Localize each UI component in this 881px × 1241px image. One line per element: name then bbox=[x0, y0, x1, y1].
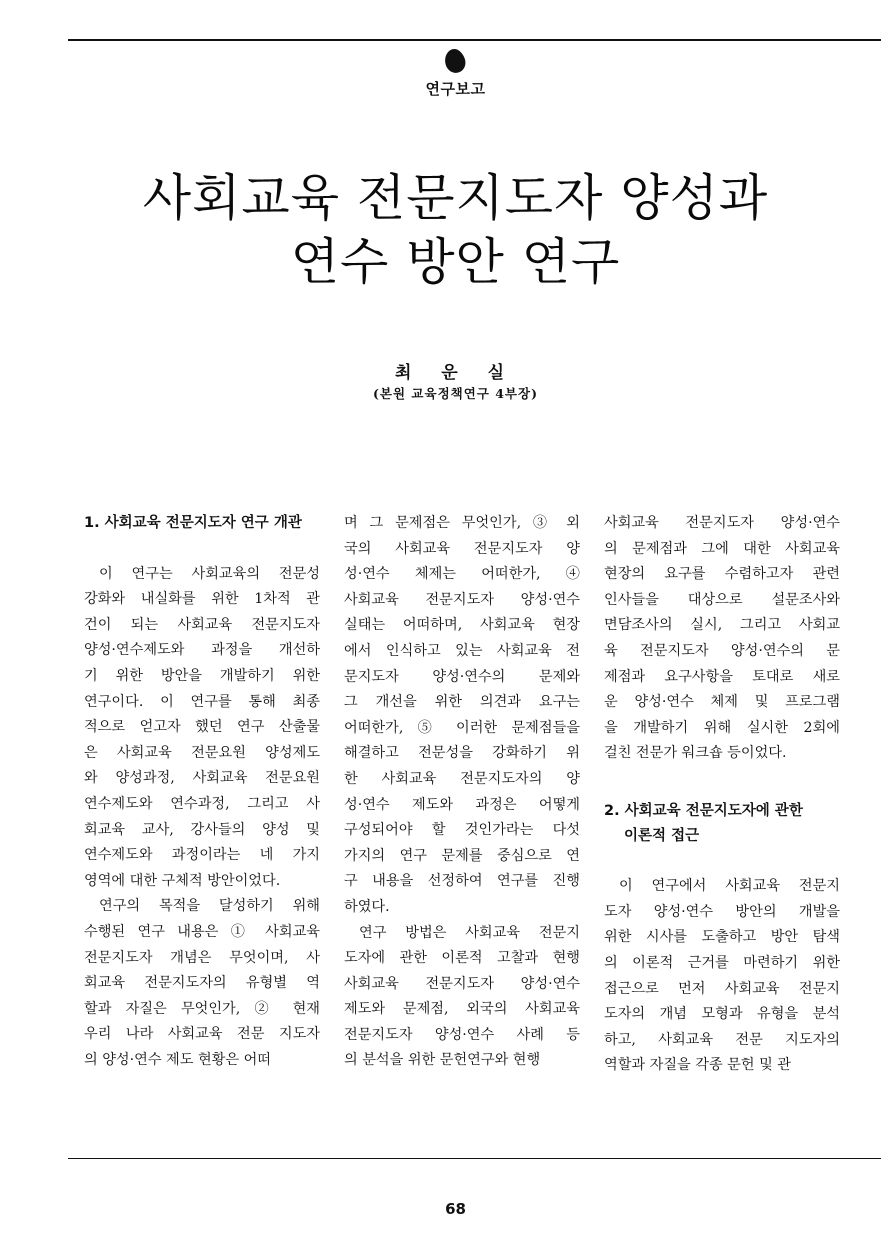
article-title-line-2: 연수 방안 연구 bbox=[290, 233, 621, 291]
section-bullet-icon bbox=[442, 46, 468, 75]
section-heading-2-continued: 이론적 접근 bbox=[624, 827, 700, 844]
text-line: 걸친 전문가 워크숍 등이었다. bbox=[604, 745, 787, 762]
text-line: 도자에 관한 이론적 고찰과 현행 bbox=[344, 950, 580, 967]
text-line: 어떠한가, ⑤ 이러한 문제점들을 bbox=[344, 719, 580, 736]
text-line: 전문지도자 개념은 무엇이며, 사 bbox=[84, 949, 320, 966]
text-line: 의 문제점과 그에 대한 사회교육 bbox=[604, 540, 840, 557]
text-line: 제점과 요구사항을 토대로 새로 bbox=[604, 668, 840, 685]
text-column-2 bbox=[344, 511, 580, 1074]
text-line: 와 양성과정, 사회교육 전문요원 bbox=[84, 770, 320, 787]
text-line: 을 개발하기 위해 실시한 2회에 bbox=[604, 719, 840, 736]
text-line: 우리 나라 사회교육 전문 지도자 bbox=[84, 1026, 320, 1043]
text-line: 이 연구는 사회교육의 전문성 bbox=[99, 565, 320, 582]
text-line: 성·연수 제도와 과정은 어떻게 bbox=[344, 796, 580, 813]
text-line: 사회교육 전문지도자 양성·연수 bbox=[344, 975, 580, 992]
text-line: 적으로 얻고자 했던 연구 산출물 bbox=[84, 719, 320, 736]
text-line: 실태는 어떠하며, 사회교육 현장 bbox=[344, 617, 580, 634]
text-line: 해결하고 전문성을 강화하기 위 bbox=[344, 745, 580, 762]
paragraph bbox=[604, 874, 840, 1079]
text-line: 건이 되는 사회교육 전문지도자 bbox=[84, 616, 320, 633]
text-line: 연구이다. 이 연구를 통해 최종 bbox=[84, 693, 320, 710]
text-line: 가지의 연구 문제를 중심으로 연 bbox=[344, 847, 580, 864]
text-line: 문지도자 양성·연수의 문제와 bbox=[344, 668, 580, 685]
text-line: 연수제도와 과정이라는 네 가지 bbox=[84, 847, 320, 864]
text-line: 구 내용을 선정하여 연구를 진행 bbox=[344, 873, 580, 890]
author-affiliation: (본원 교육정책연구 4부장) bbox=[373, 386, 538, 401]
paragraph bbox=[344, 921, 580, 1075]
paragraph bbox=[344, 511, 580, 921]
text-line: 수행된 연구 내용은 ① 사회교육 bbox=[84, 923, 320, 940]
text-line: 회교육 교사, 강사들의 양성 및 bbox=[84, 821, 320, 838]
paragraph bbox=[604, 511, 840, 767]
text-line: 영역에 대한 구체적 방안이었다. bbox=[84, 872, 281, 889]
text-line: 그 개선을 위한 의견과 요구는 bbox=[344, 694, 580, 711]
text-line: 연구의 목적을 달성하기 위해 bbox=[99, 898, 320, 915]
text-line: 역할과 자질을 각종 문헌 및 관 bbox=[604, 1057, 792, 1074]
text-line: 도자의 개념 모형과 유형을 분석 bbox=[604, 1006, 840, 1023]
page-number: 68 bbox=[445, 1200, 466, 1218]
text-line: 의 이론적 근거를 마련하기 위한 bbox=[604, 954, 840, 971]
text-line: 하고, 사회교육 전문 지도자의 bbox=[604, 1031, 840, 1048]
top-rule bbox=[68, 39, 881, 41]
paragraph bbox=[84, 894, 320, 1073]
bottom-rule bbox=[68, 1158, 881, 1159]
text-line: 의 양성·연수 제도 현황은 어떠 bbox=[84, 1051, 272, 1068]
text-line: 하였다. bbox=[344, 898, 390, 915]
article-title-line-1: 사회교육 전문지도자 양성과 bbox=[142, 169, 769, 227]
text-line: 에서 인식하고 있는 사회교육 전 bbox=[344, 642, 580, 659]
section-heading-2: 2. 사회교육 전문지도자에 관한 bbox=[604, 802, 803, 819]
text-line: 한 사회교육 전문지도자의 양 bbox=[344, 770, 580, 787]
text-column-3 bbox=[604, 511, 840, 1079]
text-line: 강화와 내실화를 위한 1차적 관 bbox=[84, 591, 320, 608]
text-line: 은 사회교육 전문요원 양성제도 bbox=[84, 744, 320, 761]
text-line: 이 연구에서 사회교육 전문지 bbox=[619, 878, 840, 895]
text-line: 육 전문지도자 양성·연수의 문 bbox=[604, 642, 840, 659]
paragraph bbox=[84, 562, 320, 895]
text-line: 전문지도자 양성·연수 사례 등 bbox=[344, 1026, 580, 1043]
text-line: 할과 자질은 무엇인가, ② 현재 bbox=[84, 1000, 320, 1017]
text-line: 사회교육 전문지도자 양성·연수 bbox=[604, 515, 840, 531]
text-line: 제도와 문제점, 외국의 사회교육 bbox=[344, 1001, 580, 1018]
text-line: 의 분석을 위한 문헌연구와 현행 bbox=[344, 1052, 541, 1069]
text-line: 운 양성·연수 체제 및 프로그램 bbox=[604, 694, 840, 711]
section-heading-1: 1. 사회교육 전문지도자 연구 개관 bbox=[84, 515, 302, 531]
text-line: 사회교육 전문지도자 양성·연수 bbox=[344, 591, 580, 608]
text-line: 위한 시사를 도출하고 방안 탐색 bbox=[604, 929, 840, 946]
section-label: 연구보고 bbox=[425, 80, 486, 98]
text-line: 면담조사의 실시, 그리고 사회교 bbox=[604, 617, 840, 634]
text-line: 연구 방법은 사회교육 전문지 bbox=[359, 924, 580, 941]
text-line: 연수제도와 연수과정, 그리고 사 bbox=[84, 795, 320, 812]
text-line: 회교육 전문지도자의 유형별 역 bbox=[84, 975, 320, 992]
text-line: 구성되어야 할 것인가라는 다섯 bbox=[344, 822, 580, 839]
text-line: 인사들을 대상으로 설문조사와 bbox=[604, 591, 840, 608]
text-line: 양성·연수제도와 과정을 개선하 bbox=[84, 642, 320, 659]
text-line: 현장의 요구를 수렴하고자 관련 bbox=[604, 566, 840, 583]
text-line: 접근으로 먼저 사회교육 전문지 bbox=[604, 980, 840, 997]
text-line: 기 위한 방안을 개발하기 위한 bbox=[84, 667, 320, 684]
text-line: 국의 사회교육 전문지도자 양 bbox=[344, 540, 580, 557]
text-line: 성·연수 체제는 어떠한가, ④ bbox=[344, 566, 580, 583]
text-line: 며 그 문제점은 무엇인가, ③ 외 bbox=[344, 515, 580, 531]
text-column-1 bbox=[84, 511, 320, 1073]
author-name: 최 운 실 bbox=[394, 363, 517, 383]
text-line: 도자 양성·연수 방안의 개발을 bbox=[604, 903, 840, 920]
